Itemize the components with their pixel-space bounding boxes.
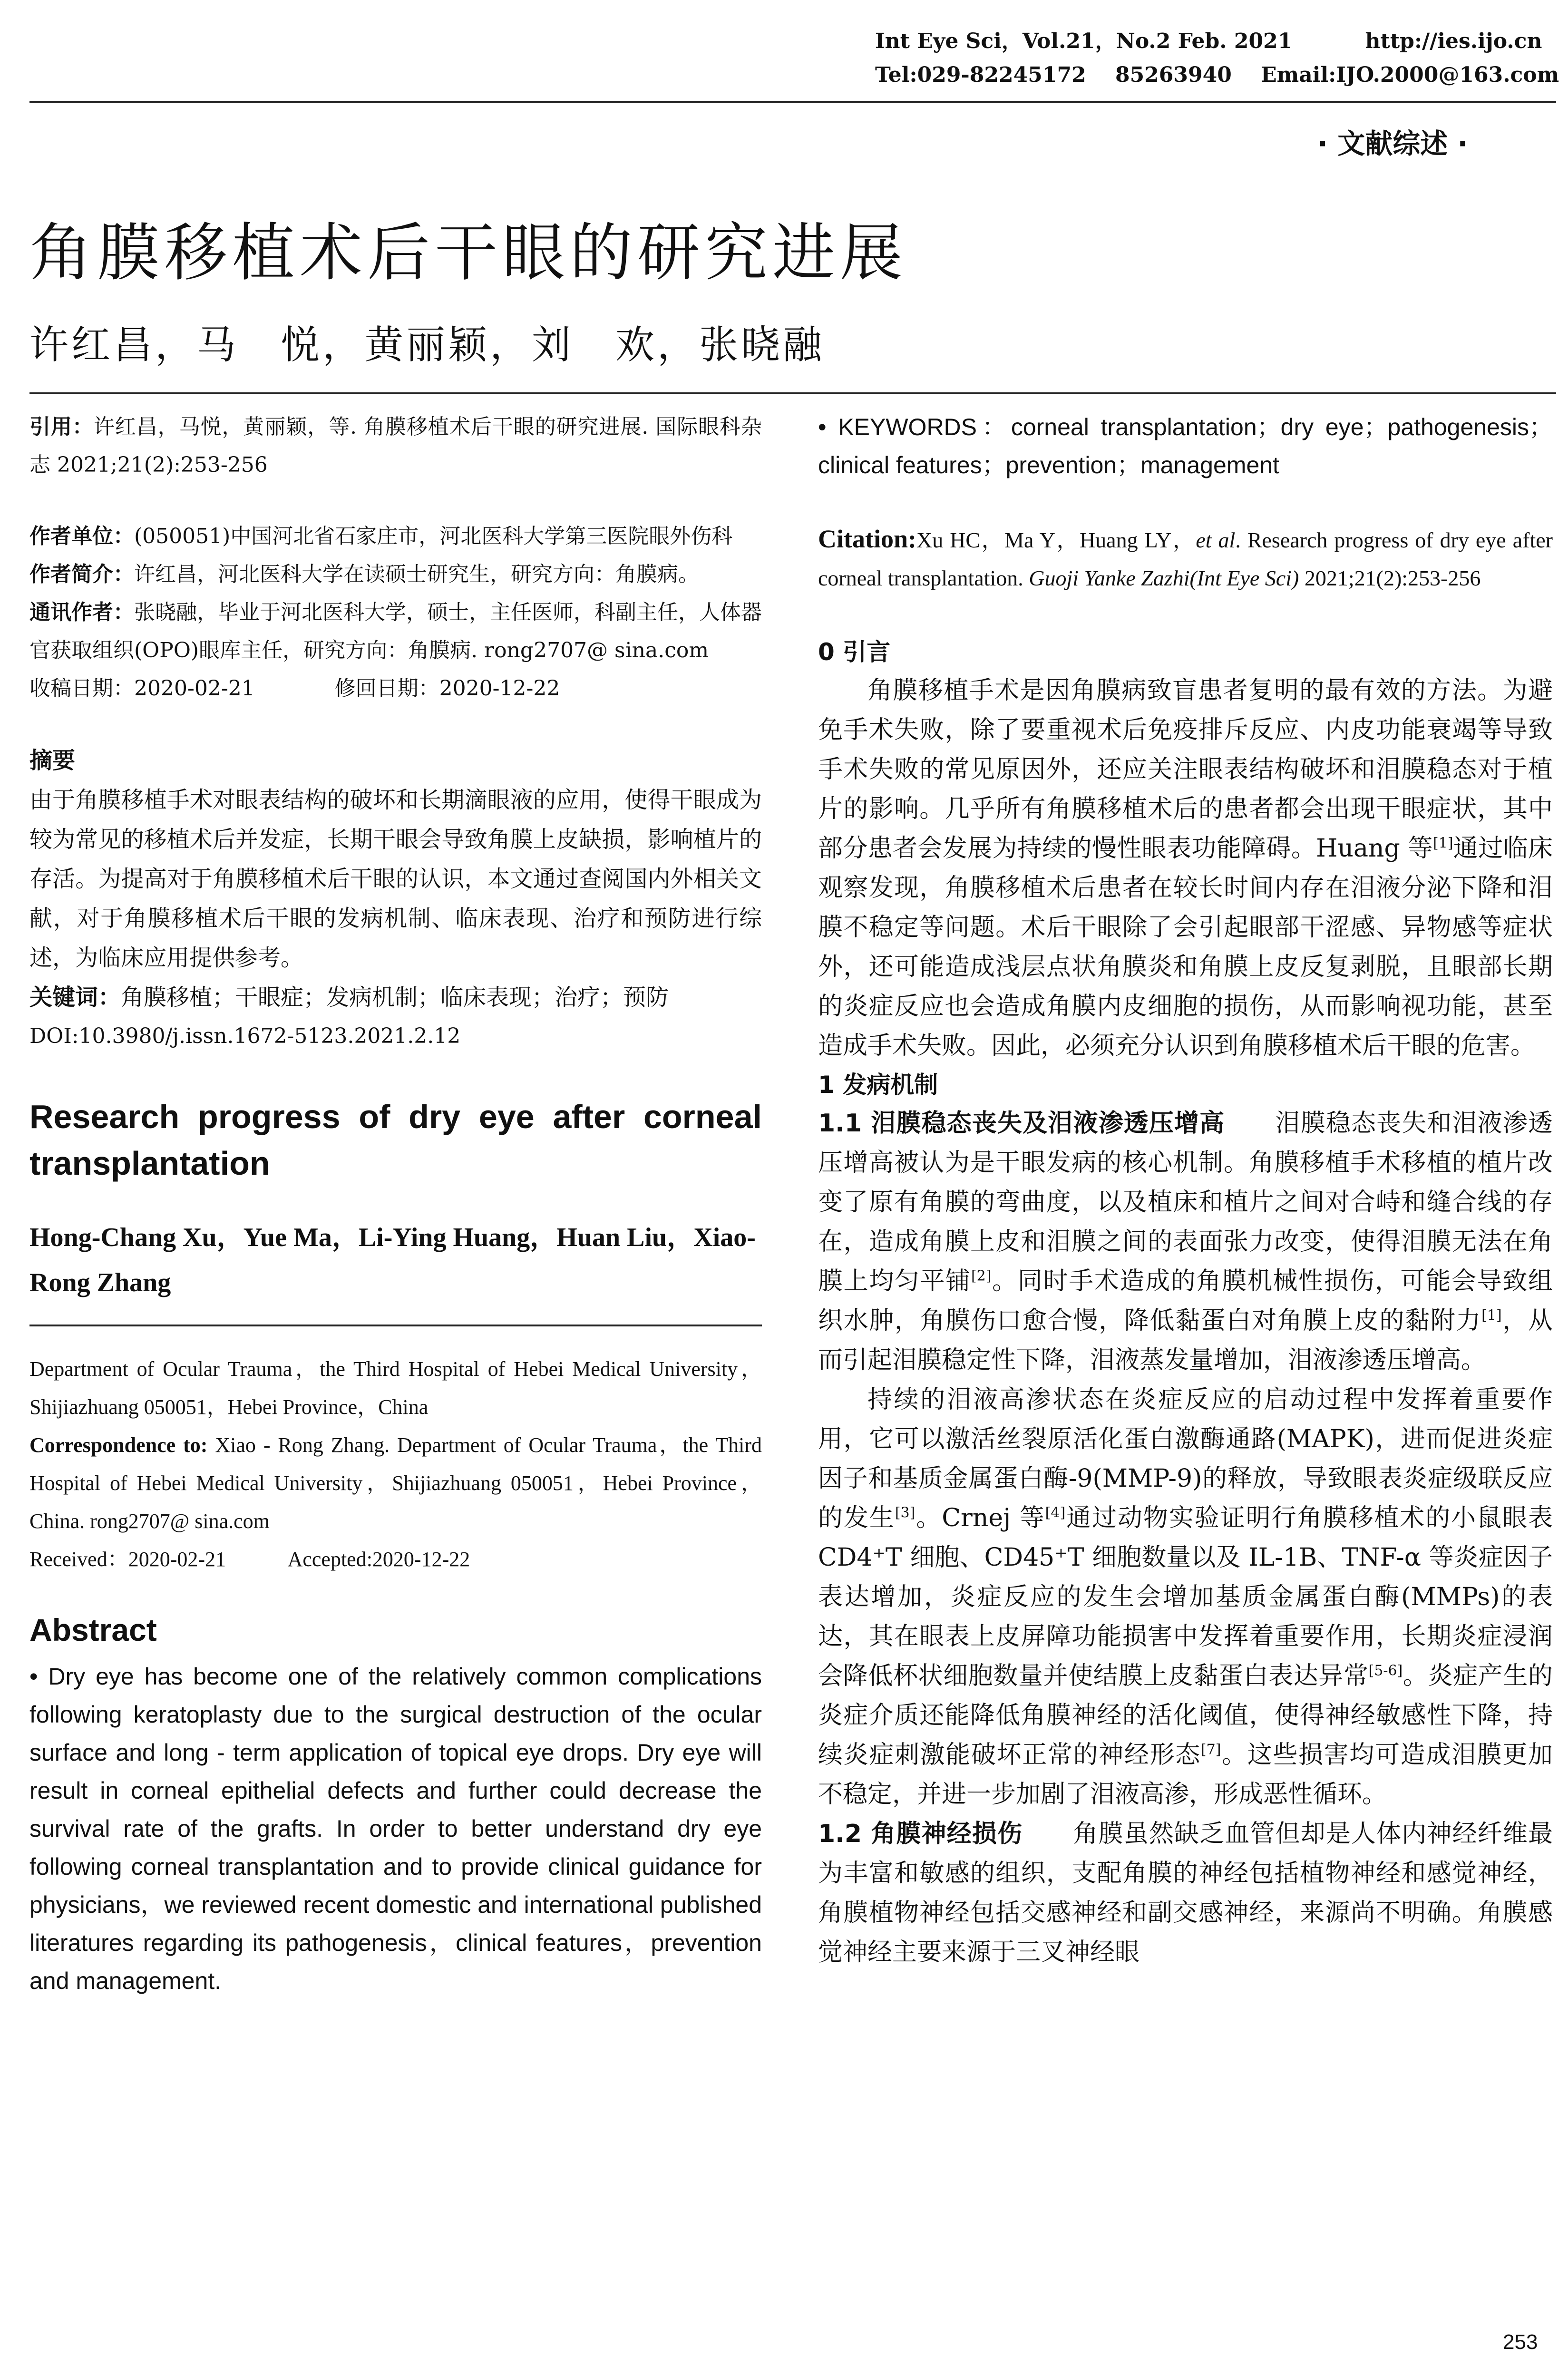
- abstract-cn-heading: [29, 741, 762, 780]
- intro-text-a: 角膜移植手术是因角膜病致盲患者复明的最有效的方法。为避免手术失败，除了要重视术后免疫排斥反应、内皮功能衰竭等导致手术失败的常见原因外，还应关注眼表结构破坏和泪膜稳态对于植片的影响。几乎所有角膜移植术后的患者都会出现干眼症状，其中部分患者会发展为持续的慢性眼表功能障碍。Huang 等: [818, 676, 1553, 863]
- ref-7: [7]: [1200, 1741, 1221, 1758]
- section-1-1-text-b: 。同时手术造成的角膜机械性损伤，可能会导致组织水肿，角膜伤口愈合慢，降低黏蛋白对角膜上皮的黏附力: [818, 1267, 1553, 1335]
- section-1-1-paragraph-2: [818, 1380, 1553, 1814]
- title-rule: [29, 392, 1556, 394]
- citation-en-label: Citation:: [818, 525, 916, 553]
- ref-4: [4]: [1045, 1504, 1066, 1521]
- ref-1: [1]: [1433, 835, 1453, 852]
- right-column: [818, 408, 1553, 1972]
- english-correspondence-text: Xiao - Rong Zhang. Department of Ocular Trauma，the Third Hospital of Hebei Medical University，Shijiazhuang 050051，Hebei Province，China. rong2707@ sina.com: [29, 1433, 762, 1533]
- page-title: 角膜移植术后干眼的研究进展: [29, 216, 907, 290]
- section-1-1-text-a: 泪膜稳态丧失和泪液渗透压增高被认为是干眼发病的核心机制。角膜移植手术移植的植片改变了原有角膜的弯曲度，以及植床和植片之间对合峙和缝合线的存在，造成角膜上皮和泪膜之间的表面张力改变，使得泪膜无法在角膜上均匀平铺: [818, 1109, 1553, 1296]
- citation-en-authors: Xu HC，Ma Y，Huang LY，: [916, 528, 1196, 552]
- page-number: 253: [1503, 2330, 1538, 2354]
- section-1-2-heading: 1.2 角膜神经损伤: [818, 1820, 1023, 1848]
- ref-3: [3]: [895, 1504, 915, 1521]
- ref-1-repeat: [1]: [1481, 1307, 1502, 1324]
- english-dates: [29, 1540, 762, 1578]
- english-authors: Hong-Chang Xu，Yue Ma，Li-Ying Huang，Huan Liu，Xiao-Rong Zhang: [29, 1223, 756, 1297]
- citation-en-title: . Research progress of dry eye after corneal transplantation.: [818, 528, 1553, 590]
- affiliation-cn-label: 作者单位：: [29, 524, 134, 548]
- s11p2-text-e: 。这些损害均可造成泪膜更加不稳定，并进一步加剧了泪液高渗，形成恶性循环。: [818, 1741, 1553, 1809]
- authors-cn: 许红昌，马 悦，黄丽颖，刘 欢，张晓融: [29, 322, 825, 368]
- citation-en-journal: Guoji Yanke Zazhi(Int Eye Sci): [1029, 566, 1299, 590]
- english-title: Research progress of dry eye after corneal transplantation: [29, 1098, 762, 1182]
- keywords-en: • KEYWORDS：corneal transplantation；dry eye；pathogenesis；clinical features；prevention；management: [818, 414, 1553, 478]
- citation-cn: [29, 408, 762, 484]
- english-affiliation: Department of Ocular Trauma，the Third Hospital of Hebei Medical University，Shijiazhuang 050051，Hebei Province，China: [29, 1357, 762, 1419]
- received-date-cn: 收稿日期：2020-02-21: [29, 676, 255, 701]
- author-bio: [29, 555, 762, 594]
- intro-text-b: 通过临床观察发现，角膜移植术后患者在较长时间内存在泪液分泌下降和泪膜不稳定等问题。术后干眼除了会引起眼部干涩感、异物感等症状外，还可能造成浅层点状角膜炎和角膜上皮反复剥脱，且眼部长期的炎症反应也会造成角膜内皮细胞的损伤，从而影响视功能，甚至造成手术失败。因此，必须充分认识到角膜移植术后干眼的危害。: [818, 834, 1553, 1060]
- abstract-cn-heading-text: 摘要: [29, 747, 76, 774]
- revised-date-cn: 修回日期：2020-12-22: [334, 676, 560, 701]
- abstract-en: • Dry eye has become one of the relatively common complications following keratoplasty due to the surgical destruction of the ocular surface and long - term application of topical eye drops. Dry eye will result in corneal epithelial defects and further could decrease the survival rate of the grafts. In order to better understand dry eye following corneal transplantation and to provide clinical guidance for physicians，we reviewed recent domestic and international published literatures regarding its pathogenesis，clinical features，prevention and management.: [29, 1663, 762, 1994]
- dates-cn: [29, 670, 762, 708]
- corresponding-author: [29, 594, 762, 670]
- keywords-cn-label: 关键词：: [29, 984, 121, 1011]
- intro-paragraph: [818, 671, 1553, 1066]
- english-correspondence-label: Correspondence to:: [29, 1433, 208, 1457]
- section-0-heading: 0 引言: [818, 638, 891, 666]
- author-bio-label: 作者简介：: [29, 562, 134, 586]
- affiliation-cn: [29, 517, 762, 555]
- english-correspondence: [29, 1426, 762, 1540]
- s11p2-text-a: 持续的泪液高渗状态在炎症反应的启动过程中发挥着重要作用，它可以激活丝裂原活化蛋白激酶通路(MAPK)，进而促进炎症因子和基质金属蛋白酶-9(MMP-9)的释放，导致眼表炎症级联反应的发生: [818, 1385, 1553, 1532]
- section-1-heading: 1 发病机制: [818, 1071, 938, 1099]
- citation-cn-text: 许红昌，马悦，黄丽颖，等. 角膜移植术后干眼的研究进展. 国际眼科杂志 2021;21(2):253-256: [29, 415, 762, 477]
- english-accepted: Accepted:2020-12-22: [287, 1548, 470, 1571]
- english-received: Received：2020-02-21: [29, 1548, 226, 1571]
- citation-en-volume: 2021;21(2):253-256: [1299, 566, 1481, 590]
- section-1-2-paragraph: [818, 1814, 1553, 1972]
- citation-en-etal: et al: [1196, 528, 1236, 552]
- author-bio-text: 许红昌，河北医科大学在读硕士研究生，研究方向：角膜病。: [134, 562, 699, 586]
- left-column: [29, 408, 762, 2000]
- keywords-cn: [29, 978, 762, 1017]
- ref-2: [2]: [971, 1267, 992, 1285]
- s11p2-text-c: 通过动物实验证明行角膜移植术的小鼠眼表 CD4⁺T 细胞、CD45⁺T 细胞数量以及 IL-1B、TNF-α 等炎症因子表达增加，炎症反应的发生会增加基质金属蛋白酶(MMPs)的表达，其在眼表上皮屏障功能损害中发挥着重要作用，长期炎症浸润会降低杯状细胞数量并使结膜上皮黏蛋白表达异常: [818, 1504, 1553, 1690]
- keywords-cn-text: 角膜移植；干眼症；发病机制；临床表现；治疗；预防: [121, 984, 669, 1011]
- corresponding-author-label: 通讯作者：: [29, 600, 134, 624]
- doi: DOI:10.3980/j.issn.1672-5123.2021.2.12: [29, 1024, 461, 1048]
- affiliation-cn-text: (050051)中国河北省石家庄市，河北医科大学第三医院眼外伤科: [134, 524, 733, 548]
- abstract-cn: 由于角膜移植手术对眼表结构的破坏和长期滴眼液的应用，使得干眼成为较为常见的移植术后并发症，长期干眼会导致角膜上皮缺损，影响植片的存活。为提高对于角膜移植术后干眼的认识，本文通过查阅国内外相关文献，对于角膜移植术后干眼的发病机制、临床表现、治疗和预防进行综述，为临床应用提供参考。: [29, 787, 762, 971]
- citation-cn-label: 引用：: [29, 415, 94, 439]
- s11p2-text-b: 。Crnej 等: [915, 1504, 1045, 1532]
- journal-header-line: Int Eye Sci，Vol.21，No.2 Feb. 2021 http://ies.ijo.cn: [875, 29, 1542, 53]
- section-1-2-text: 角膜虽然缺乏血管但却是人体内神经纤维最为丰富和敏感的组织，支配角膜的神经包括植物神经和感觉神经，角膜植物神经包括交感神经和副交感神经，来源尚不明确。角膜感觉神经主要来源于三叉神经眼: [818, 1820, 1553, 1967]
- english-authors-rule: [29, 1325, 762, 1326]
- header-rule: [29, 101, 1556, 103]
- section-1-1-paragraph: [818, 1104, 1553, 1380]
- citation-en: [818, 520, 1553, 597]
- corresponding-author-text: 张晓融，毕业于河北医科大学，硕士，主任医师，科副主任，人体器官获取组织(OPO)眼库主任，研究方向：角膜病. rong2707@ sina.com: [29, 600, 762, 662]
- section-tag: · 文献综述 ·: [1317, 127, 1468, 160]
- section-1-1-text-c: ，从而引起泪膜稳定性下降，泪液蒸发量增加，泪液渗透压增高。: [818, 1306, 1553, 1374]
- section-1-1-heading: 1.1 泪膜稳态丧失及泪液渗透压增高: [818, 1109, 1225, 1138]
- journal-contact-line: Tel:029-82245172 85263940 Email:IJO.2000@163.com: [875, 63, 1559, 87]
- abstract-en-heading: Abstract: [29, 1612, 157, 1647]
- ref-5-6: [5-6]: [1368, 1662, 1403, 1679]
- s11p2-text-d: 。炎症产生的炎症介质还能降低角膜神经的活化阈值，使得神经敏感性下降，持续炎症刺激能破坏正常的神经形态: [818, 1662, 1553, 1769]
